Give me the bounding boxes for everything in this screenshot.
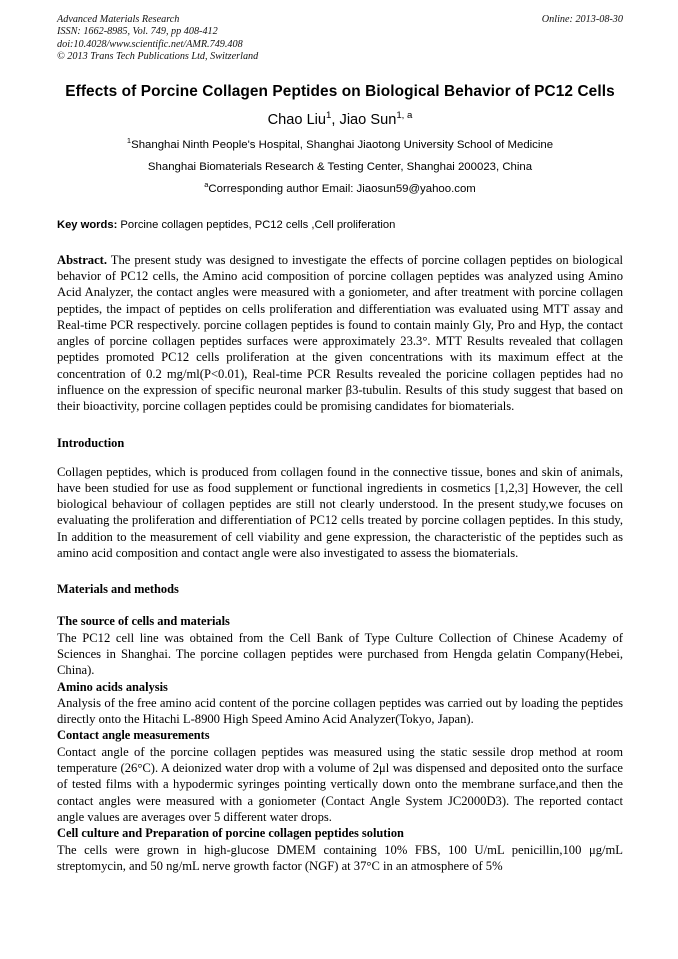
online-date: Online: 2013-08-30 [541,14,623,25]
affiliation-1 [57,135,623,152]
subsection-source-of-cells [57,613,623,678]
copyright-line: © 2013 Trans Tech Publications Ltd, Switzerland [57,51,259,63]
subsection-cell-culture [57,825,623,874]
keywords-label: Key words: [57,218,118,231]
subsection-text-source-of-cells: The PC12 cell line was obtained from the Cell Bank of Type Culture Collection of Chinese Academy of Sciences in Shanghai. The porcine collagen peptides were purchased from Hengda gelatin Company(Hebei, China). [57,630,623,678]
abstract-text: The present study was designed to investigate the effects of porcine collagen peptides on biological behavior of PC12 cells, the Amino acid composition of porcine collagen peptides was analyzed using Amino Acid Analyzer, the contact angles were measured with a goniometer, and after treatment with porcine collagen peptides, the impact of peptides on cells proliferation and differentiation was evaluated using MTT assay and Real-time PCR respectively. porcine collagen peptides is found to contain mainly Gly, Pro and Hyp, the contact angles of porcine collagen peptides surfaces were approximately 23.3°. MTT Results revealed that collagen peptides promoted PC12 cells proliferation at the given concentrations with its maximum effect at the concentration of 0.2 mg/ml(P<0.01), Real-time PCR Results revealed the poricine collagen peptides had no influence on the expression of specific neuronal marker β3-tubulin. Results of this study suggest that based on their bioactivity, porcine collagen peptides could be promising candidates for biomaterials. [57,252,623,414]
corresponding-email: Corresponding author Email: Jiaosun59@yahoo.com [208,182,476,195]
affiliation-2 [57,160,623,174]
affiliation-text-2: Shanghai Biomaterials Research & Testing Center, Shanghai 200023, China [147,160,533,173]
page-title: Effects of Porcine Collagen Peptides on Biological Behavior of PC12 Cells [65,82,615,100]
title-block [57,82,623,196]
subsection-heading-amino-acids-analysis: Amino acids analysis [57,679,168,694]
author-sup-2: 1, a [396,109,413,121]
subsection-heading-source-of-cells: The source of cells and materials [57,614,230,629]
affiliation-sup-1: 1 [126,135,132,145]
masthead [57,14,623,64]
section-heading-materials: Materials and methods [57,582,179,597]
issn-line: ISSN: 1662-8985, Vol. 749, pp 408-412 [57,26,218,38]
affiliation-3 [57,179,623,196]
section-heading-introduction: Introduction [57,435,125,450]
author-list [57,111,623,129]
abstract-label: Abstract. [57,252,108,267]
keywords-line [57,218,623,232]
subsection-heading-contact-angle: Contact angle measurements [57,728,210,743]
subsection-contact-angle [57,727,623,825]
affiliation-sup-3: a [204,179,209,189]
affiliation-text-1: Shanghai Ninth People's Hospital, Shanghai Jiaotong University School of Medicine [131,138,554,151]
keywords-value: Porcine collagen peptides, PC12 cells ,Cell proliferation [117,218,396,231]
introduction-paragraph: Collagen peptides, which is produced from collagen found in the connective tissue, bones and skin of animals, have been studied for use as food supplement or functional ingredients in cosmetics [1,2,3] However, the cell biological behaviour of collagen peptides are still not clearly understood. In the present study,we focuses on evaluating the proliferation and differentiation of PC12 cells treated by porcine collagen peptides. In this study, In addition to the measurement of cell viability and gene expression, the characteristic of the peptides such as amino acid composition and contact angle were also investigated to assess the biomaterials. [57,464,623,561]
subsection-heading-cell-culture: Cell culture and Preparation of porcine collagen peptides solution [57,826,404,841]
subsection-text-amino-acids-analysis: Analysis of the free amino acid content of the porcine collagen peptides was carried out by loading the peptides directly onto the Hitachi L-8900 High Speed Amino Acid Analyzer(Tokyo, Japan). [57,695,623,727]
doi-line: doi:10.4028/www.scientific.net/AMR.749.408 [57,38,243,50]
author-separator: , [331,111,340,128]
author-name-2: Jiao Sun [339,111,397,128]
author-sup-1: 1 [326,109,332,121]
subsection-text-contact-angle: Contact angle of the porcine collagen peptides was measured using the static sessile drop method at room temperature (26°C). A deionized water drop with a volume of 2μl was dispensed and deposited onto the surface of tested films with a hypodermic syringes pointing vertically down onto the membrane surface,and then the contact angles were measured with a goniometer (Contact Angle System JC2000D3). The reported contact angle values are averages over 5 different water drops. [57,744,623,824]
masthead-left [57,14,623,64]
subsection-amino-acids-analysis [57,679,623,728]
subsection-text-cell-culture: The cells were grown in high-glucose DMEM containing 10% FBS, 100 U/mL penicillin,100 μg/mL streptomycin, and 50 ng/mL nerve growth factor (NGF) at 37°C in an atmosphere of 5% [57,842,623,873]
abstract [57,252,623,415]
author-name-1: Chao Liu [267,111,327,128]
journal-name: Advanced Materials Research [57,14,180,25]
